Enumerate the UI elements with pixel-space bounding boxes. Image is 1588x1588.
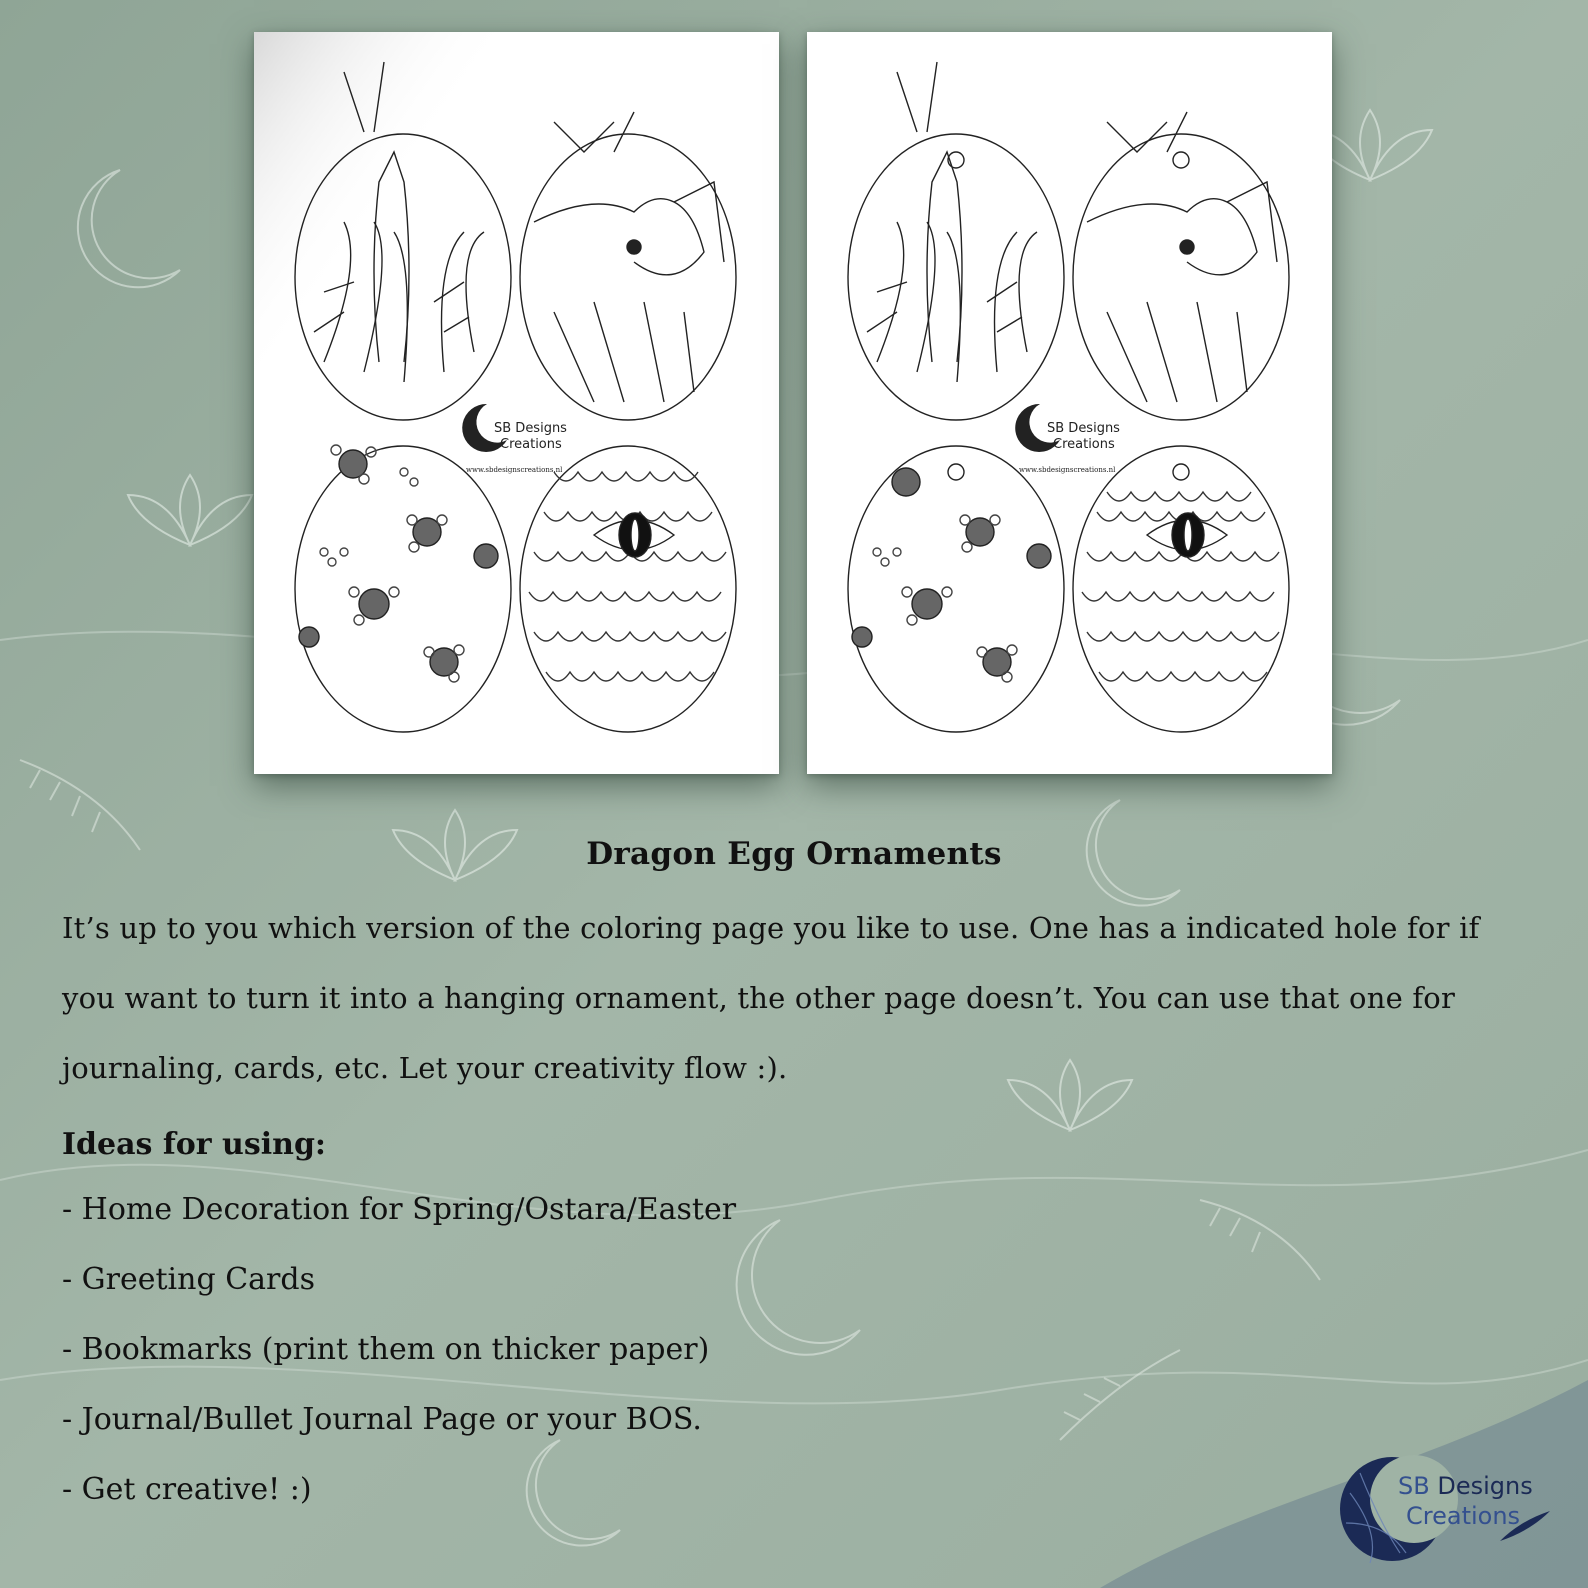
hanging-hole [1173,464,1189,480]
brand-logo-text [1398,1471,1533,1531]
svg-text:www.sbdesignscreations.nl: www.sbdesignscreations.nl [466,466,563,474]
egg-gemstones [848,446,1064,732]
hanging-hole [948,464,964,480]
list-item: - Get creative! :) [62,1472,312,1507]
svg-text:Creations: Creations [1053,437,1115,452]
coloring-page-with-holes [807,32,1332,774]
list-item: - Home Decoration for Spring/Ostara/Easter [62,1192,737,1227]
egg-baby-dragon [1073,112,1289,420]
list-item: - Bookmarks (print them on thicker paper) [62,1332,710,1367]
egg-dragon-tail [848,62,1064,420]
svg-text:SB Designs: SB Designs [1047,421,1120,436]
ideas-list [62,1188,736,1538]
list-item: - Journal/Bullet Journal Page or your BOS. [62,1402,702,1437]
svg-text:SB Designs: SB Designs [494,421,567,436]
svg-text:www.sbdesignscreations.nl: www.sbdesignscreations.nl [1019,466,1116,474]
coloring-page-without-holes [254,32,779,774]
intro-paragraph: It’s up to you which version of the coloring page you like to use. One has a indicated hole for if you want to turn it into a hanging ornament, the other page doesn’t. You can use that one for journaling, cards, etc. Let your creativity flow :). [62,911,1480,1085]
page-title: Dragon Egg Ornaments [586,836,1002,872]
logo-sb: SB [1398,1472,1430,1500]
ideas-heading: Ideas for using: [62,1127,326,1162]
egg-illustrations-with-holes [807,32,1332,774]
list-item: - Greeting Cards [62,1262,315,1297]
brand-logo [1340,1453,1560,1565]
hanging-hole [1173,152,1189,168]
sheet-logo [1015,404,1120,474]
egg-illustrations [254,32,779,774]
logo-creations: Creations [1406,1502,1521,1530]
svg-text:Creations: Creations [500,437,562,452]
egg-dragon-eye [1073,446,1289,732]
logo-designs: Designs [1429,1472,1533,1500]
